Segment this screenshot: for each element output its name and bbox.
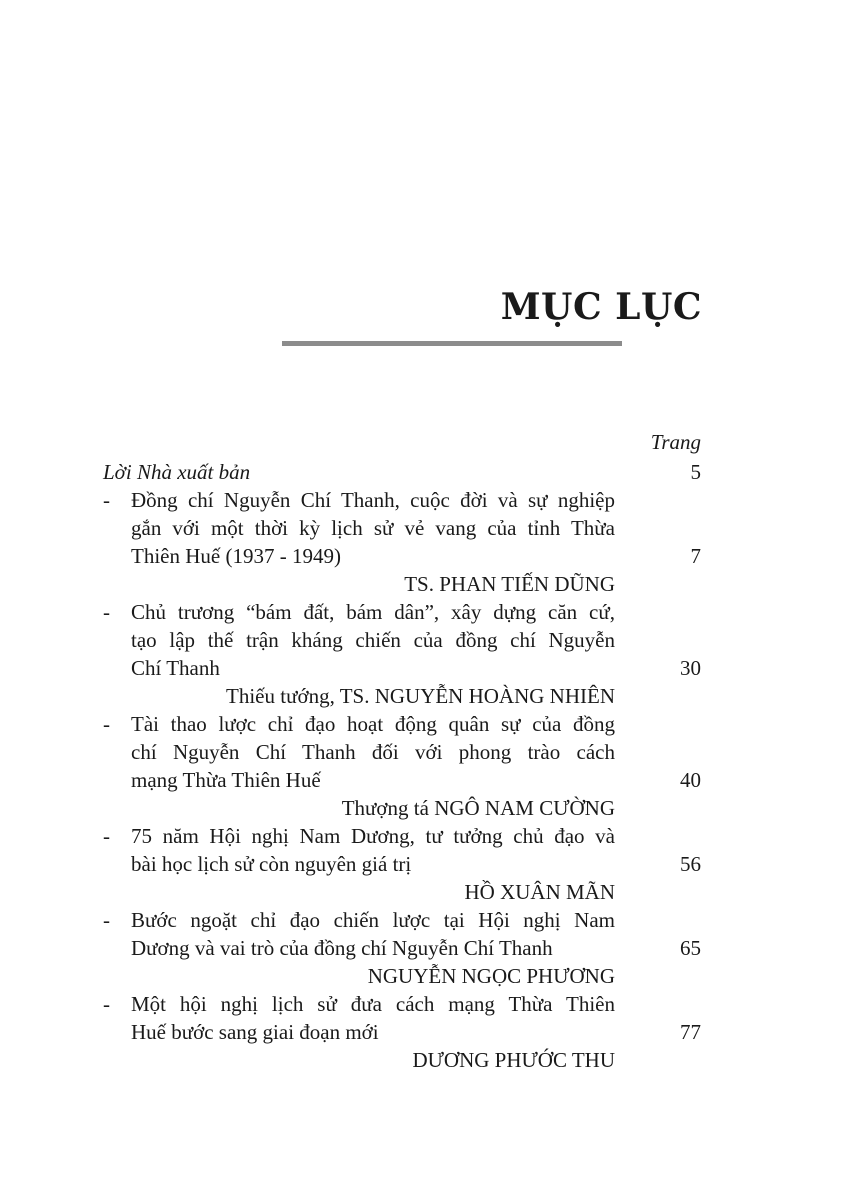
- toc-page-number: 7: [690, 544, 701, 568]
- entry-title: [131, 710, 615, 794]
- entry-title-line: bài học lịch sử còn nguyên giá trị: [131, 852, 412, 876]
- toc-page-number: 5: [690, 460, 701, 484]
- toc-intro-label: Lời Nhà xuất bản: [103, 460, 251, 484]
- entry-dash: -: [103, 992, 110, 1016]
- entry-author: Thiếu tướng, TS. NGUYỄN HOÀNG NHIÊN: [226, 684, 615, 708]
- entry-title: [131, 906, 615, 962]
- toc-entry: [103, 598, 701, 682]
- entry-author: TS. PHAN TIẾN DŨNG: [404, 572, 615, 596]
- entry-title-line: 75 năm Hội nghị Nam Dương, tư tưởng chủ đạo và: [131, 824, 615, 848]
- toc-intro-row: [103, 458, 701, 486]
- toc-page-number: 56: [680, 852, 701, 876]
- toc-page-number: 77: [680, 1020, 701, 1044]
- page-title: MỤC LỤC: [500, 286, 702, 328]
- entry-title-line: Chủ trương “bám đất, bám dân”, xây dựng căn cứ,: [131, 600, 615, 624]
- entry-title: [131, 598, 615, 682]
- entry-title: [131, 990, 615, 1046]
- entry-title-line: tạo lập thế trận kháng chiến của đồng chí Nguyễn: [131, 628, 615, 652]
- toc-entry: [103, 990, 701, 1046]
- entry-title: [131, 486, 615, 570]
- toc-page-number: 40: [680, 768, 701, 792]
- entry-title-line: mạng Thừa Thiên Huế: [131, 768, 321, 792]
- toc-page-number: 65: [680, 936, 701, 960]
- entry-dash: -: [103, 824, 110, 848]
- entry-title-line: Bước ngoặt chỉ đạo chiến lược tại Hội nghị Nam: [131, 908, 615, 932]
- entry-title-line: Dương và vai trò của đồng chí Nguyễn Chí Thanh: [131, 936, 553, 960]
- entry-title-line: gắn với một thời kỳ lịch sử vẻ vang của tỉnh Thừa: [131, 516, 615, 540]
- page-column-header: Trang: [650, 430, 701, 454]
- entry-author: Thượng tá NGÔ NAM CƯỜNG: [341, 796, 615, 820]
- entry-author: DƯƠNG PHƯỚC THU: [412, 1048, 615, 1072]
- toc-entry: [103, 906, 701, 962]
- toc-entry: [103, 486, 701, 570]
- entry-title-line: Tài thao lược chỉ đạo hoạt động quân sự của đồng: [131, 712, 615, 736]
- entry-dash: -: [103, 488, 110, 512]
- entry-title-line: chí Nguyễn Chí Thanh đối với phong trào cách: [131, 740, 615, 764]
- entry-title: [131, 822, 615, 878]
- entry-title-line: Một hội nghị lịch sử đưa cách mạng Thừa Thiên: [131, 992, 615, 1016]
- entry-dash: -: [103, 600, 110, 624]
- entry-author: HỒ XUÂN MÃN: [464, 880, 615, 904]
- title-underline: [282, 341, 622, 346]
- entry-title-line: Thiên Huế (1937 - 1949): [131, 544, 341, 568]
- toc-entry: [103, 822, 701, 878]
- toc-entry: [103, 710, 701, 794]
- entry-title-line: Đồng chí Nguyễn Chí Thanh, cuộc đời và sự nghiệp: [131, 488, 615, 512]
- entry-author: NGUYỄN NGỌC PHƯƠNG: [367, 964, 615, 988]
- table-of-contents: [103, 428, 701, 1074]
- entry-dash: -: [103, 908, 110, 932]
- entry-title-line: Chí Thanh: [131, 656, 220, 680]
- entry-dash: -: [103, 712, 110, 736]
- toc-page-number: 30: [680, 656, 701, 680]
- entry-title-line: Huế bước sang giai đoạn mới: [131, 1020, 379, 1044]
